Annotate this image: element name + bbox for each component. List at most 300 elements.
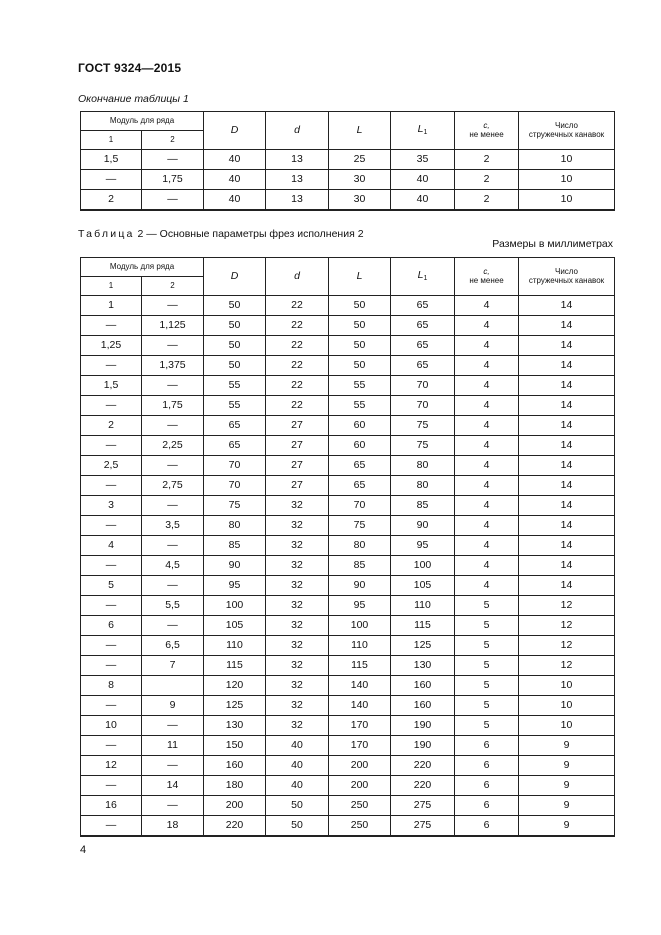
cell-module-row1: 2	[81, 190, 142, 211]
cell-flutes: 14	[519, 396, 615, 416]
cell-c: 4	[455, 436, 519, 456]
cell-flutes: 14	[519, 436, 615, 456]
cell-module-row1: —	[81, 516, 142, 536]
cell-c: 5	[455, 716, 519, 736]
cell-c: 4	[455, 376, 519, 396]
cell-flutes: 14	[519, 296, 615, 316]
cell-L: 110	[329, 636, 391, 656]
cell-L: 95	[329, 596, 391, 616]
cell-module-row2	[142, 676, 204, 696]
cell-d: 22	[266, 336, 329, 356]
cell-flutes: 14	[519, 536, 615, 556]
cell-module-row1: 1,5	[81, 150, 142, 170]
cell-L1: 65	[391, 316, 455, 336]
cell-c: 5	[455, 676, 519, 696]
cell-L1: 275	[391, 816, 455, 837]
cell-d: 32	[266, 636, 329, 656]
cell-L: 60	[329, 416, 391, 436]
cell-flutes: 14	[519, 476, 615, 496]
table2-units: Размеры в миллиметрах	[492, 238, 613, 250]
cell-c: 5	[455, 616, 519, 636]
cell-flutes: 10	[519, 696, 615, 716]
cell-D: 90	[204, 556, 266, 576]
cell-D: 220	[204, 816, 266, 837]
cell-d: 13	[266, 150, 329, 170]
header-L1-subscript: 1	[423, 129, 428, 137]
cell-flutes: 10	[519, 170, 615, 190]
cell-module-row2: —	[142, 456, 204, 476]
cell-d: 22	[266, 376, 329, 396]
table-row	[81, 476, 615, 496]
table-row	[81, 556, 615, 576]
cell-c: 5	[455, 656, 519, 676]
cell-L: 60	[329, 436, 391, 456]
cell-module-row1: —	[81, 476, 142, 496]
cell-L: 200	[329, 756, 391, 776]
cell-L: 55	[329, 376, 391, 396]
table-row	[81, 376, 615, 396]
cell-flutes: 14	[519, 456, 615, 476]
table-row	[81, 796, 615, 816]
cell-flutes: 9	[519, 756, 615, 776]
cell-d: 32	[266, 556, 329, 576]
cell-module-row2: 6,5	[142, 636, 204, 656]
header-module-group: Модуль для ряда	[81, 258, 204, 277]
header-row2: 2	[142, 131, 204, 150]
cell-L: 140	[329, 696, 391, 716]
cell-L: 50	[329, 356, 391, 376]
header-d	[266, 112, 329, 150]
cell-c: 4	[455, 316, 519, 336]
cell-flutes: 9	[519, 816, 615, 837]
cell-D: 180	[204, 776, 266, 796]
table-row	[81, 636, 615, 656]
page-number: 4	[80, 844, 87, 856]
header-flutes-line2: стружечных канавок	[528, 275, 605, 285]
cell-L1: 80	[391, 456, 455, 476]
cell-L: 115	[329, 656, 391, 676]
cell-L1: 275	[391, 796, 455, 816]
cell-d: 32	[266, 716, 329, 736]
cell-L1: 125	[391, 636, 455, 656]
cell-L1: 190	[391, 736, 455, 756]
cell-module-row2: —	[142, 756, 204, 776]
cell-module-row2: —	[142, 190, 204, 211]
cell-d: 40	[266, 756, 329, 776]
cell-d: 22	[266, 356, 329, 376]
cell-module-row2: 1,125	[142, 316, 204, 336]
table-row	[81, 190, 615, 211]
cell-module-row1: —	[81, 636, 142, 656]
cell-D: 70	[204, 476, 266, 496]
cell-L1: 80	[391, 476, 455, 496]
header-d-label: d	[294, 269, 300, 282]
cell-flutes: 14	[519, 556, 615, 576]
cell-flutes: 12	[519, 616, 615, 636]
cell-d: 32	[266, 616, 329, 636]
cell-module-row1: 16	[81, 796, 142, 816]
cell-L1: 220	[391, 776, 455, 796]
cell-flutes: 14	[519, 356, 615, 376]
header-L	[329, 258, 391, 296]
document-header: ГОСТ 9324—2015	[78, 61, 182, 75]
header-row1: 1	[81, 131, 142, 150]
cell-module-row1: 8	[81, 676, 142, 696]
cell-D: 80	[204, 516, 266, 536]
cell-D: 65	[204, 436, 266, 456]
header-c-note: не менее	[469, 275, 504, 285]
cell-c: 4	[455, 296, 519, 316]
table-row	[81, 736, 615, 756]
header-row1: 1	[81, 277, 142, 296]
cell-module-row2: —	[142, 150, 204, 170]
cell-L1: 190	[391, 716, 455, 736]
cell-d: 40	[266, 736, 329, 756]
cell-L: 250	[329, 816, 391, 837]
header-D	[204, 112, 266, 150]
table-row	[81, 696, 615, 716]
cell-d: 13	[266, 190, 329, 211]
cell-d: 22	[266, 396, 329, 416]
cell-L1: 105	[391, 576, 455, 596]
cell-L: 75	[329, 516, 391, 536]
cell-L: 50	[329, 336, 391, 356]
cell-d: 27	[266, 436, 329, 456]
cell-D: 200	[204, 796, 266, 816]
cell-c: 2	[455, 150, 519, 170]
cell-module-row1: —	[81, 696, 142, 716]
cell-module-row1: 2	[81, 416, 142, 436]
cell-c: 4	[455, 416, 519, 436]
cell-L1: 70	[391, 396, 455, 416]
table1-body	[81, 150, 615, 211]
header-L-label: L	[356, 269, 363, 282]
cell-L: 65	[329, 456, 391, 476]
cell-L1: 130	[391, 656, 455, 676]
cell-L: 30	[329, 170, 391, 190]
header-flutes	[519, 112, 615, 150]
cell-L1: 110	[391, 596, 455, 616]
cell-c: 4	[455, 356, 519, 376]
cell-L1: 220	[391, 756, 455, 776]
cell-flutes: 9	[519, 736, 615, 756]
cell-D: 40	[204, 170, 266, 190]
cell-L1: 100	[391, 556, 455, 576]
cell-module-row2: 11	[142, 736, 204, 756]
cell-L: 30	[329, 190, 391, 211]
cell-d: 50	[266, 796, 329, 816]
cell-module-row1: 5	[81, 576, 142, 596]
table2-caption-prefix: Таблица	[78, 228, 135, 240]
header-d-label: d	[294, 123, 300, 136]
cell-module-row1: 12	[81, 756, 142, 776]
cell-flutes: 14	[519, 576, 615, 596]
cell-L: 80	[329, 536, 391, 556]
header-c-note: не менее	[469, 129, 504, 139]
cell-module-row1: 2,5	[81, 456, 142, 476]
cell-d: 40	[266, 776, 329, 796]
table-row	[81, 170, 615, 190]
table-row	[81, 516, 615, 536]
cell-L: 50	[329, 296, 391, 316]
table-row	[81, 536, 615, 556]
header-c	[455, 112, 519, 150]
cell-D: 75	[204, 496, 266, 516]
table-row	[81, 316, 615, 336]
header-module-group: Модуль для ряда	[81, 112, 204, 131]
header-L1-subscript: 1	[423, 275, 428, 283]
cell-L: 55	[329, 396, 391, 416]
table-row	[81, 656, 615, 676]
cell-d: 32	[266, 576, 329, 596]
cell-flutes: 9	[519, 796, 615, 816]
table1-caption: Окончание таблицы 1	[78, 93, 189, 105]
table-row	[81, 776, 615, 796]
cell-L1: 35	[391, 150, 455, 170]
cell-flutes: 10	[519, 150, 615, 170]
cell-c: 2	[455, 170, 519, 190]
cell-d: 27	[266, 416, 329, 436]
cell-module-row2: —	[142, 416, 204, 436]
cell-module-row2: 9	[142, 696, 204, 716]
cell-flutes: 12	[519, 596, 615, 616]
cell-flutes: 14	[519, 376, 615, 396]
cell-c: 4	[455, 536, 519, 556]
cell-module-row1: 1	[81, 296, 142, 316]
table-row	[81, 816, 615, 837]
cell-d: 13	[266, 170, 329, 190]
table-row	[81, 616, 615, 636]
cell-module-row1: —	[81, 816, 142, 837]
cell-c: 6	[455, 816, 519, 837]
header-flutes	[519, 258, 615, 296]
cell-L1: 160	[391, 676, 455, 696]
cell-D: 150	[204, 736, 266, 756]
cell-d: 32	[266, 496, 329, 516]
cell-c: 6	[455, 776, 519, 796]
cell-c: 4	[455, 556, 519, 576]
cell-module-row2: 5,5	[142, 596, 204, 616]
table1	[80, 111, 615, 211]
cell-module-row2: —	[142, 496, 204, 516]
cell-module-row2: —	[142, 616, 204, 636]
header-D	[204, 258, 266, 296]
cell-module-row1: 4	[81, 536, 142, 556]
cell-L: 200	[329, 776, 391, 796]
cell-L: 65	[329, 476, 391, 496]
cell-L1: 90	[391, 516, 455, 536]
cell-flutes: 14	[519, 316, 615, 336]
header-flutes-line1: Число	[554, 266, 578, 276]
cell-d: 32	[266, 676, 329, 696]
cell-c: 4	[455, 496, 519, 516]
cell-module-row2: 1,75	[142, 396, 204, 416]
header-L1	[391, 112, 455, 150]
cell-L1: 40	[391, 170, 455, 190]
table-row	[81, 356, 615, 376]
cell-module-row1: —	[81, 316, 142, 336]
cell-module-row2: —	[142, 376, 204, 396]
header-c	[455, 258, 519, 296]
header-flutes-line2: стружечных канавок	[528, 129, 605, 139]
table-row	[81, 336, 615, 356]
cell-module-row1: —	[81, 596, 142, 616]
table2	[80, 257, 615, 837]
header-L1	[391, 258, 455, 296]
cell-D: 125	[204, 696, 266, 716]
cell-L: 85	[329, 556, 391, 576]
cell-module-row2: 3,5	[142, 516, 204, 536]
cell-L1: 65	[391, 336, 455, 356]
cell-D: 55	[204, 376, 266, 396]
cell-D: 85	[204, 536, 266, 556]
table-row	[81, 756, 615, 776]
cell-module-row2: 2,75	[142, 476, 204, 496]
cell-module-row1: —	[81, 396, 142, 416]
cell-flutes: 14	[519, 336, 615, 356]
cell-module-row2: 1,75	[142, 170, 204, 190]
header-D-label: D	[230, 269, 239, 282]
cell-flutes: 9	[519, 776, 615, 796]
cell-module-row1: —	[81, 776, 142, 796]
cell-L1: 65	[391, 356, 455, 376]
cell-module-row1: 10	[81, 716, 142, 736]
cell-D: 40	[204, 150, 266, 170]
cell-d: 50	[266, 816, 329, 837]
cell-c: 2	[455, 190, 519, 211]
cell-d: 32	[266, 536, 329, 556]
table2-caption-text: 2 — Основные параметры фрез исполнения 2	[134, 228, 364, 240]
cell-module-row2: 4,5	[142, 556, 204, 576]
cell-L1: 40	[391, 190, 455, 211]
table-row	[81, 296, 615, 316]
cell-L1: 65	[391, 296, 455, 316]
cell-L1: 160	[391, 696, 455, 716]
cell-module-row1: —	[81, 436, 142, 456]
table-row	[81, 436, 615, 456]
cell-L1: 75	[391, 416, 455, 436]
cell-L: 250	[329, 796, 391, 816]
cell-L: 50	[329, 316, 391, 336]
cell-module-row1: —	[81, 736, 142, 756]
cell-D: 50	[204, 316, 266, 336]
cell-module-row1: —	[81, 170, 142, 190]
cell-module-row2: —	[142, 336, 204, 356]
cell-D: 130	[204, 716, 266, 736]
cell-module-row2: 7	[142, 656, 204, 676]
cell-module-row2: 14	[142, 776, 204, 796]
cell-L: 70	[329, 496, 391, 516]
cell-flutes: 14	[519, 516, 615, 536]
cell-D: 160	[204, 756, 266, 776]
cell-d: 32	[266, 516, 329, 536]
cell-D: 115	[204, 656, 266, 676]
header-D-label: D	[230, 123, 239, 136]
cell-c: 4	[455, 396, 519, 416]
cell-module-row2: —	[142, 296, 204, 316]
cell-c: 4	[455, 456, 519, 476]
cell-L1: 75	[391, 436, 455, 456]
cell-c: 4	[455, 336, 519, 356]
table-row	[81, 456, 615, 476]
cell-c: 6	[455, 756, 519, 776]
cell-module-row1: —	[81, 356, 142, 376]
table-row	[81, 496, 615, 516]
cell-D: 50	[204, 296, 266, 316]
table-row	[81, 150, 615, 170]
header-flutes-line1: Число	[554, 120, 578, 130]
cell-c: 5	[455, 636, 519, 656]
header-d	[266, 258, 329, 296]
cell-module-row1: 6	[81, 616, 142, 636]
cell-L: 90	[329, 576, 391, 596]
cell-c: 4	[455, 476, 519, 496]
cell-c: 5	[455, 596, 519, 616]
cell-L: 170	[329, 716, 391, 736]
cell-flutes: 10	[519, 190, 615, 211]
cell-L1: 115	[391, 616, 455, 636]
cell-module-row2: 2,25	[142, 436, 204, 456]
cell-D: 50	[204, 356, 266, 376]
cell-d: 32	[266, 596, 329, 616]
cell-D: 105	[204, 616, 266, 636]
cell-flutes: 10	[519, 676, 615, 696]
cell-module-row2: 1,375	[142, 356, 204, 376]
cell-module-row1: —	[81, 656, 142, 676]
cell-c: 4	[455, 516, 519, 536]
cell-D: 100	[204, 596, 266, 616]
cell-flutes: 12	[519, 656, 615, 676]
table-row	[81, 716, 615, 736]
cell-module-row2: 18	[142, 816, 204, 837]
cell-module-row1: 1,25	[81, 336, 142, 356]
cell-module-row1: 3	[81, 496, 142, 516]
cell-d: 22	[266, 316, 329, 336]
cell-module-row1: —	[81, 556, 142, 576]
cell-L: 170	[329, 736, 391, 756]
cell-module-row2: —	[142, 796, 204, 816]
cell-D: 40	[204, 190, 266, 211]
cell-flutes: 14	[519, 416, 615, 436]
cell-c: 6	[455, 736, 519, 756]
cell-module-row1: 1,5	[81, 376, 142, 396]
table-row	[81, 676, 615, 696]
header-L	[329, 112, 391, 150]
table-row	[81, 416, 615, 436]
header-row2: 2	[142, 277, 204, 296]
cell-L1: 70	[391, 376, 455, 396]
cell-module-row2: —	[142, 576, 204, 596]
cell-d: 32	[266, 656, 329, 676]
cell-module-row2: —	[142, 716, 204, 736]
cell-D: 65	[204, 416, 266, 436]
cell-D: 55	[204, 396, 266, 416]
cell-c: 5	[455, 696, 519, 716]
cell-d: 32	[266, 696, 329, 716]
header-c-label: c,	[483, 266, 490, 276]
cell-D: 95	[204, 576, 266, 596]
header-L1-label: L	[417, 123, 424, 136]
cell-L: 140	[329, 676, 391, 696]
cell-D: 110	[204, 636, 266, 656]
cell-D: 70	[204, 456, 266, 476]
table-row	[81, 596, 615, 616]
cell-D: 50	[204, 336, 266, 356]
header-L1-label: L	[417, 269, 424, 282]
header-c-label: c,	[483, 120, 490, 130]
cell-flutes: 14	[519, 496, 615, 516]
cell-L1: 95	[391, 536, 455, 556]
